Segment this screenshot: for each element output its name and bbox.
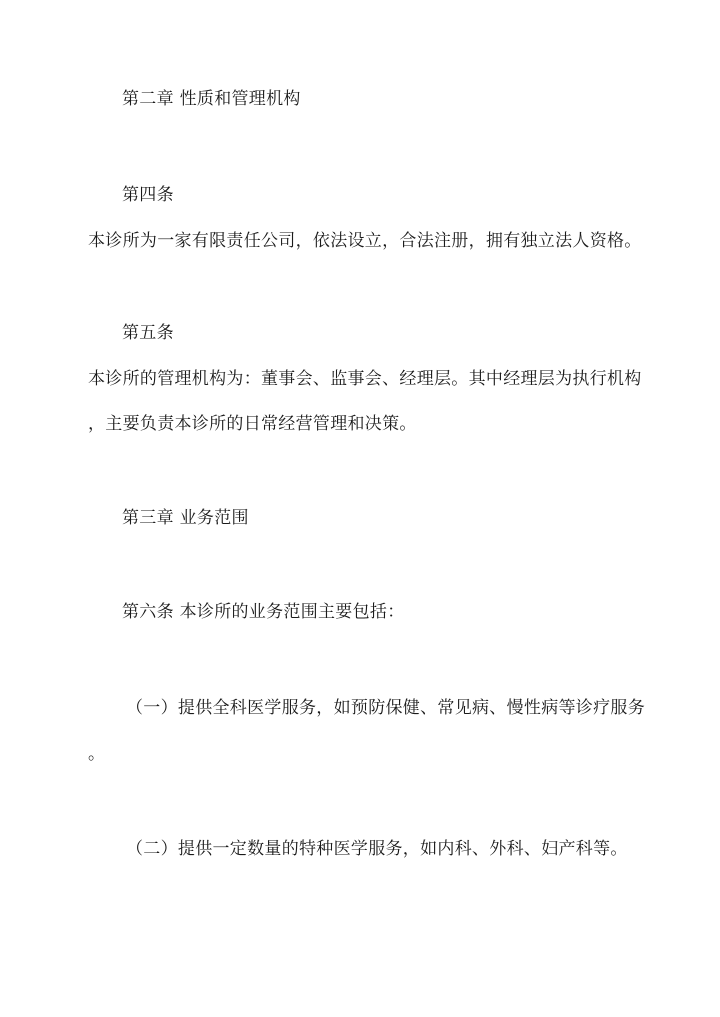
list-item-1-line-1: （一）提供全科医学服务，如预防保健、常见病、慢性病等诊疗服务: [126, 698, 645, 718]
list-item-2: （二）提供一定数量的特种医学服务，如内科、外科、妇产科等。: [126, 839, 628, 859]
article-5-body-line-1: 本诊所的管理机构为：董事会、监事会、经理层。其中经理层为执行机构: [88, 369, 642, 389]
article-4-title: 第四条: [122, 185, 174, 205]
article-6: 第六条 本诊所的业务范围主要包括：: [122, 602, 405, 622]
article-4-body: 本诊所为一家有限责任公司，依法设立，合法注册，拥有独立法人资格。: [88, 231, 642, 251]
list-item-1-line-2: 。: [88, 744, 106, 764]
chapter-2-heading: 第二章 性质和管理机构: [122, 89, 301, 109]
article-5-body-line-2: ，主要负责本诊所的日常经营管理和决策。: [88, 414, 417, 434]
article-5-title: 第五条: [122, 323, 174, 343]
chapter-3-heading: 第三章 业务范围: [122, 508, 249, 528]
